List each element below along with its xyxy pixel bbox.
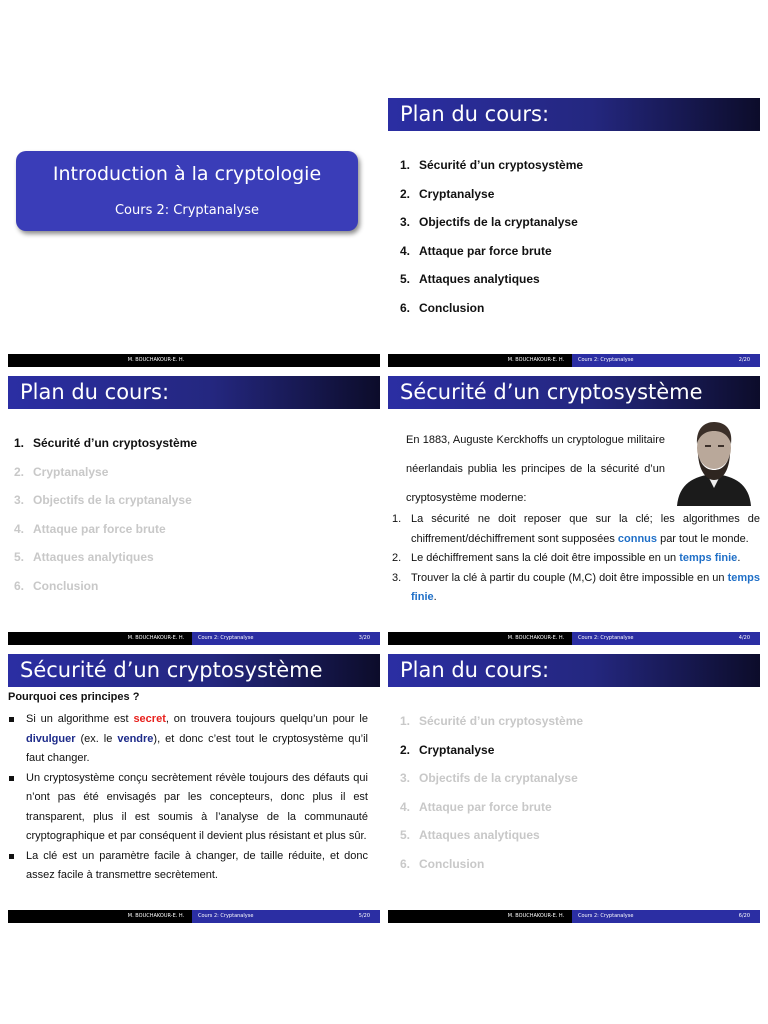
page-number: 6/20 [738, 913, 750, 919]
footer-author: M. BOUCHAKOUR-E. H. [504, 910, 568, 923]
slide-footer [388, 632, 760, 645]
slide-title: Sécurité d’un cryptosystème [388, 376, 760, 409]
page-number: 5/20 [358, 913, 370, 919]
plan-item: 2. Cryptanalyse [400, 186, 495, 201]
slide-4 [388, 376, 760, 646]
plan-item: 5. Attaques analytiques [400, 828, 540, 843]
slide-6 [388, 654, 760, 924]
plan-item: 6. Conclusion [400, 300, 485, 315]
plan-item: 1. Sécurité d’un cryptosystème [400, 158, 584, 172]
plan-list [14, 434, 197, 606]
question-heading: Pourquoi ces principes ? [8, 691, 140, 703]
kerckhoffs-principles [392, 510, 760, 608]
slide-1 [8, 98, 380, 368]
footer-course: Cours 2: Cryptanalyse [192, 632, 380, 645]
plan-item: 3. Objectifs de la cryptanalyse [14, 493, 192, 508]
slide-title: Plan du cours: [8, 376, 380, 409]
footer-author: M. BOUCHAKOUR-E. H. [124, 632, 188, 645]
slide-title: Sécurité d’un cryptosystème [8, 654, 380, 687]
footer-author: M. BOUCHAKOUR-E. H. [124, 354, 188, 367]
reason-item: Si un algorithme est secret, on trouvera toujours quelqu’un pour le divulguer (ex. le vendre), et donc c’est tout le cryptosystème qu’il faut changer. [8, 710, 368, 769]
plan-list [400, 156, 583, 328]
slide-3 [8, 376, 380, 646]
plan-item: 4. Attaque par force brute [400, 799, 552, 814]
portrait-photo-icon [671, 414, 757, 506]
bullet-square-icon [9, 717, 14, 722]
slide-footer [8, 910, 380, 923]
presentation-subtitle: Cours 2: Cryptanalyse [114, 203, 259, 218]
bullet-square-icon [9, 854, 14, 859]
reason-item: Un cryptosystème conçu secrètement révèle toujours des défauts qui n’ont pas été envisagés par les concepteurs, donc plus il est transparent, plus il est soumis à l’analyse de la communauté cryptographique et par conséquent il devient plus résistant et plus sûr. [8, 769, 368, 847]
principle-item: 2. Le déchiffrement sans la clé doit être impossible en un temps finie. [392, 552, 741, 564]
plan-item: 1. Sécurité d’un cryptosystème [400, 714, 584, 728]
slide-footer [388, 910, 760, 923]
plan-item-active: 2. Cryptanalyse [400, 742, 495, 757]
plan-item: 3. Objectifs de la cryptanalyse [400, 215, 578, 230]
page-number: 4/20 [738, 635, 750, 641]
footer-course: Cours 2: Cryptanalyse [572, 354, 760, 367]
slide-5 [8, 654, 380, 924]
presentation-title: Introduction à la cryptologie [52, 163, 322, 185]
reason-item: La clé est un paramètre facile à changer, de taille réduite, et donc assez facile à transmettre secrètement. [8, 847, 368, 886]
footer-course: Cours 2: Cryptanalyse [192, 910, 380, 923]
slide-footer [8, 354, 380, 367]
footer-author: M. BOUCHAKOUR-E. H. [124, 910, 188, 923]
slide-footer [8, 632, 380, 645]
footer-author: M. BOUCHAKOUR-E. H. [504, 632, 568, 645]
principle-item: 1. La sécurité ne doit reposer que sur la clé; les algorithmes de chiffrement/déchiffrement sont supposées connus par tout le monde. [392, 513, 760, 545]
page-number: 3/20 [358, 635, 370, 641]
page-number: 2/20 [738, 357, 750, 363]
plan-item: 4. Attaque par force brute [400, 243, 552, 258]
footer-course: Cours 2: Cryptanalyse [572, 910, 760, 923]
slide-2 [388, 98, 760, 368]
plan-list [400, 712, 583, 884]
principle-item: 3. Trouver la clé à partir du couple (M,C) doit être impossible en un temps finie. [392, 571, 760, 603]
bullet-square-icon [9, 776, 14, 781]
plan-item: 2. Cryptanalyse [14, 464, 109, 479]
footer-author: M. BOUCHAKOUR-E. H. [504, 354, 568, 367]
kerckhoffs-intro: En 1883, Auguste Kerckhoffs un cryptologue militaire néerlandais publia les principes de la sécurité d’un cryptosystème moderne: [406, 434, 665, 504]
plan-item: 4. Attaque par force brute [14, 521, 166, 536]
plan-item: 6. Conclusion [400, 856, 485, 871]
plan-item: 3. Objectifs de la cryptanalyse [400, 771, 578, 786]
reasons-list [8, 710, 368, 886]
slide-title: Plan du cours: [388, 98, 760, 131]
plan-item: 6. Conclusion [14, 578, 99, 593]
plan-item: 5. Attaques analytiques [14, 550, 154, 565]
plan-item-active: 1. Sécurité d’un cryptosystème [14, 436, 198, 450]
slide-title: Plan du cours: [388, 654, 760, 687]
slide-footer [388, 354, 760, 367]
footer-course: Cours 2: Cryptanalyse [572, 632, 760, 645]
title-box [16, 151, 358, 231]
plan-item: 5. Attaques analytiques [400, 272, 540, 287]
